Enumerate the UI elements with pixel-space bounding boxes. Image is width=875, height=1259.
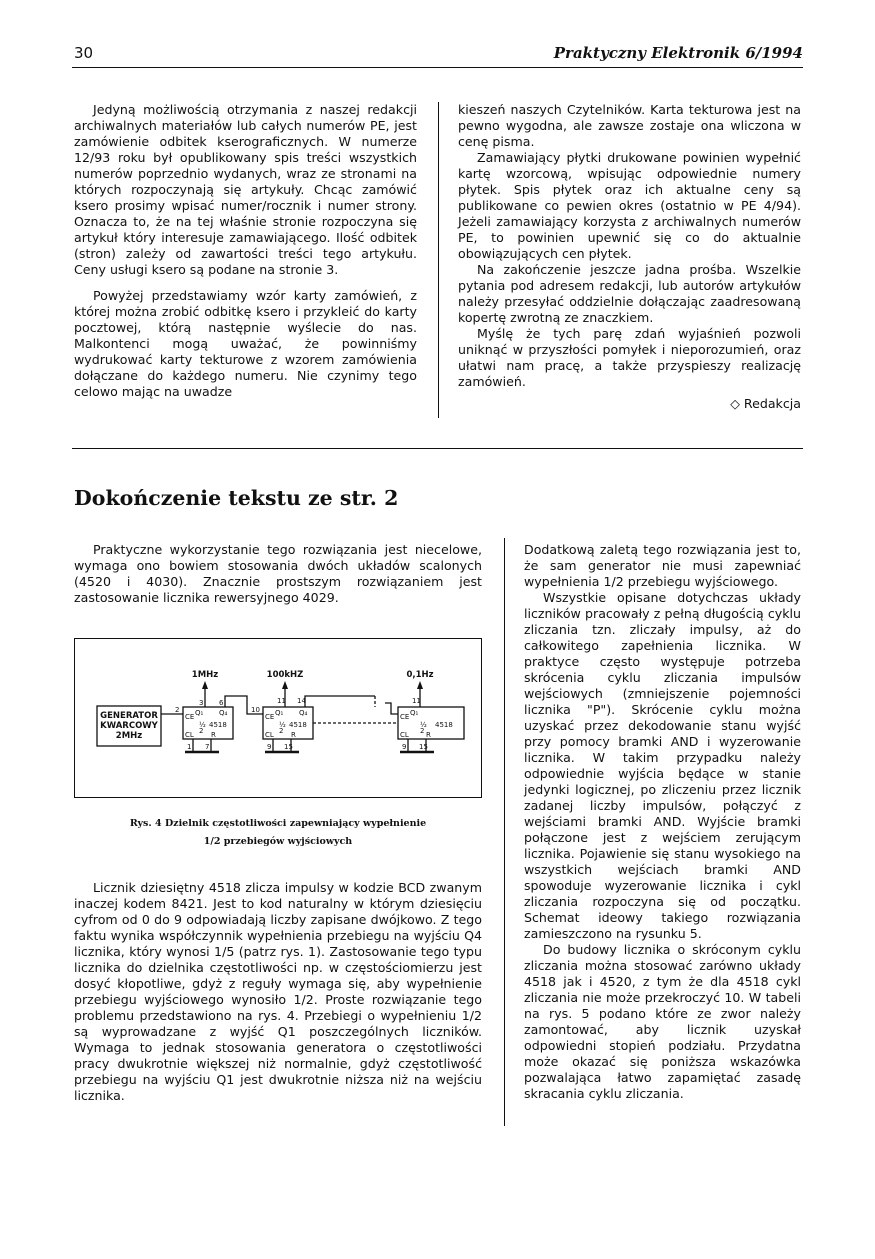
- paragraph: Powyżej przedstawiamy wzór karty zamówień, z której można zrobić odbitkę ksero i przykleić do karty pocztowej, którą następnie wyślecie do nas. Malkontenci mogą uważać, że powinniśmy wydrukować karty tekturowe z wzorem zamówienia dołączane do każdego numeru. Nie czynimy tego celowo mając na uwadze: [74, 288, 417, 399]
- pin-label: CL: [265, 731, 274, 739]
- bottom-left-intro: [74, 542, 482, 606]
- paragraph: Zamawiający płytki drukowane powinien wypełnić kartę wzorcową, wpisując odpowiednie numery płytek. Spis płytek oraz ich aktualne ceny są publikowane co pewien okres (ostatnio w PE 4/94). Jeżeli zamawiający korzysta z archiwalnych numerów PE, to powinien upewnić się co do aktualnie obowiązujących cen płytek.: [458, 150, 801, 261]
- pin-label: CE: [400, 713, 410, 721]
- paragraph: Myślę że tych parę zdań wyjaśnień pozwoli uniknąć w przyszłości pomyłek i nieporozumień, oraz ułatwi nam pracę, a także przyspieszy realizację zamówień.: [458, 326, 801, 389]
- bottom-right-column: [524, 542, 801, 1102]
- frequency-divider-diagram: [75, 639, 481, 797]
- top-left-column: [74, 102, 417, 400]
- paragraph: Dodatkową zaletą tego rozwiązania jest to, że sam generator nie musi zapewniać wypełnienia 1/2 przebiegu wyjściowego.: [524, 542, 801, 589]
- pin-label: Q₁: [410, 709, 419, 717]
- paragraph: Wszystkie opisane dotychczas układy liczników pracowały z pełną długością cyklu zliczania tzn. zliczały impulsy, aż do całkowitego zapełnienia licznika. W praktyce często występuje potrzeba skrócenia cyklu zliczania impulsów wejściowych (zmniejszenie pojemności licznika "P"). Skrócenie cyklu można uzyskać przez dekodowanie stanu wyjść przy pomocy bramki AND i wyzerowanie licznika. W takim przypadku należy odpowiednie wyjścia będące w stanie jedynki logicznej, po zliczeniu przez licznik zadanej liczby impulsów, połączyć z wejściami bramki AND. Wyjście bramki połączone jest z wejściem zerującym licznika. Pojawienie się stanu wysokiego na wszystkich wejściach bramki AND spowoduje wyzerowanie licznika i cykl zliczania rozpoczyna się od początku. Schemat ideowy takiego rozwiązania zamieszczono na rysunku 5.: [524, 590, 801, 941]
- figure-caption-line1: Rys. 4 Dzielnik częstotliwości zapewniający wypełnienie: [129, 818, 427, 829]
- paragraph: kieszeń naszych Czytelników. Karta tekturowa jest na pewno wygodna, ale zawsze zostaje ona wliczona w cenę pisma.: [458, 102, 801, 149]
- pin-number: 10: [251, 706, 260, 714]
- top-right-column: [458, 102, 801, 412]
- bottom-left-main: [74, 880, 482, 1104]
- pin-label: ½: [199, 721, 206, 729]
- paragraph: Na zakończenie jeszcze jadna prośba. Wszelkie pytania pod adresem redakcji, lub autorów artykułów należy przesyłać oddzielnie dołączając zaadresowaną kopertę zwrotną ze znaczkiem.: [458, 262, 801, 325]
- generator-label: GENERATOR: [100, 711, 158, 721]
- figure-caption-line2: 1/2 przebiegów wyjściowych: [203, 836, 353, 847]
- pin-label: CL: [400, 731, 409, 739]
- freq-label: 0,1Hz: [406, 670, 434, 680]
- pin-label: R: [211, 731, 216, 739]
- chip-label: 4518: [289, 721, 307, 729]
- pin-number: 7: [205, 743, 210, 751]
- page-number: 30: [74, 44, 94, 62]
- column-divider: [504, 538, 505, 1126]
- pin-label: R: [426, 731, 431, 739]
- paragraph: Do budowy licznika o skróconym cyklu zliczania można stosować zarówno układy 4518 jak i 4520, z tym że dla 4518 cykl zliczania nie może przekroczyć 10. W tabeli na rys. 5 podano które ze zwor należy zamontować, aby licznik uzyskał odpowiedni stopień podziału. Przydatna może okazać się poniższa wskazówka pozwalająca łatwo zapamiętać zasadę skracania cyklu zliczania.: [524, 942, 801, 1101]
- pin-label: Q₄: [219, 709, 228, 717]
- paragraph: Jedyną możliwością otrzymania z naszej redakcji archiwalnych materiałów lub całych numerów PE, jest zamówienie odbitek kserograficznych. W numerze 12/93 roku był opublikowany spis treści wszystkich numerów poprzednio wydanych, wraz ze stronami na których rozpoczynają się artykuły. Chcąc zamówić ksero prosimy wpisać numer/rocznik i numer strony. Oznacza to, że na tej właśnie stronie rozpoczyna się artykuł który interesuje zamawiającego. Ilość odbitek (stron) zależy od zawartości treści tego artykułu. Ceny usługi ksero są podane na stronie 3.: [74, 102, 417, 277]
- pin-number: 15: [284, 743, 293, 751]
- pin-label: CL: [185, 731, 194, 739]
- header-rule: [72, 67, 803, 68]
- pin-number: 15: [419, 743, 428, 751]
- pin-label: ½: [279, 721, 286, 729]
- freq-label: 1MHz: [191, 670, 219, 680]
- pin-label: 2: [279, 727, 284, 735]
- pin-label: Q₄: [299, 709, 308, 717]
- pin-label: R: [291, 731, 296, 739]
- pin-label: 2: [199, 727, 204, 735]
- paragraph: Licznik dziesiętny 4518 zlicza impulsy w kodzie BCD zwanym inaczej kodem 8421. Jest to kod naturalny w którym dziesięciu cyfrom od 0 do 9 odpowiadają liczby zapisane dwójkowo. Z tego faktu wynika współczynnik wypełnienia przebiegu na wyjściu Q4 licznika, który wynosi 1/5 (patrz rys. 1). Zastosowanie tego typu licznika do dzielnika częstotliwości np. w częstościomierzu jest dosyć kłopotliwe, gdyż z reguły wymaga się, aby wypełnienie przebiegu wyjściowego wynosiło 1/2. Proste rozwiązanie tego problemu przedstawiono na rys. 4. Przebiegi o wypełnieniu 1/2 są wyprowadzane z wyjść Q1 poszczególnych liczników. Wymaga to jednak stosowania generatora o częstotliwości pracy dwukrotnie większej niż normalnie, gdyż częstotliwość przebiegu na wyjściu Q1 jest dwukrotnie niższa niż na wejściu licznika.: [74, 880, 482, 1103]
- signature: ◇ Redakcja: [730, 396, 801, 411]
- section-title: Dokończenie tekstu ze str. 2: [74, 486, 399, 510]
- pin-number: 11: [412, 697, 421, 705]
- freq-label: 100kHZ: [266, 670, 304, 680]
- pin-label: CE: [265, 713, 275, 721]
- pin-number: 9: [402, 743, 407, 751]
- pin-label: 2: [420, 727, 425, 735]
- figure-frame: [74, 638, 482, 798]
- pin-number: 11: [277, 697, 286, 705]
- pin-label: CE: [185, 713, 195, 721]
- generator-label: 2MHz: [115, 731, 143, 741]
- pin-number: 6: [219, 699, 224, 707]
- paragraph: Praktyczne wykorzystanie tego rozwiązania jest niecelowe, wymaga ono bowiem stosowania dwóch układów scalonych (4520 i 4030). Znacznie prostszym rozwiązaniem jest zastosowanie licznika rewersyjnego 4029.: [74, 542, 482, 605]
- pin-number: 3: [199, 699, 204, 707]
- generator-label: KWARCOWY: [100, 721, 158, 731]
- pin-number: 9: [267, 743, 272, 751]
- section-rule: [72, 448, 803, 449]
- pin-number: 1: [187, 743, 192, 751]
- chip-label: 4518: [435, 721, 453, 729]
- pin-label: Q₁: [195, 709, 204, 717]
- chip-label: 4518: [209, 721, 227, 729]
- pin-label: Q₁: [275, 709, 284, 717]
- column-divider: [438, 102, 439, 418]
- pin-number: 14: [297, 697, 306, 705]
- journal-title: Praktyczny Elektronik 6/1994: [553, 44, 803, 62]
- pin-label: ½: [420, 721, 427, 729]
- pin-number: 2: [175, 706, 180, 714]
